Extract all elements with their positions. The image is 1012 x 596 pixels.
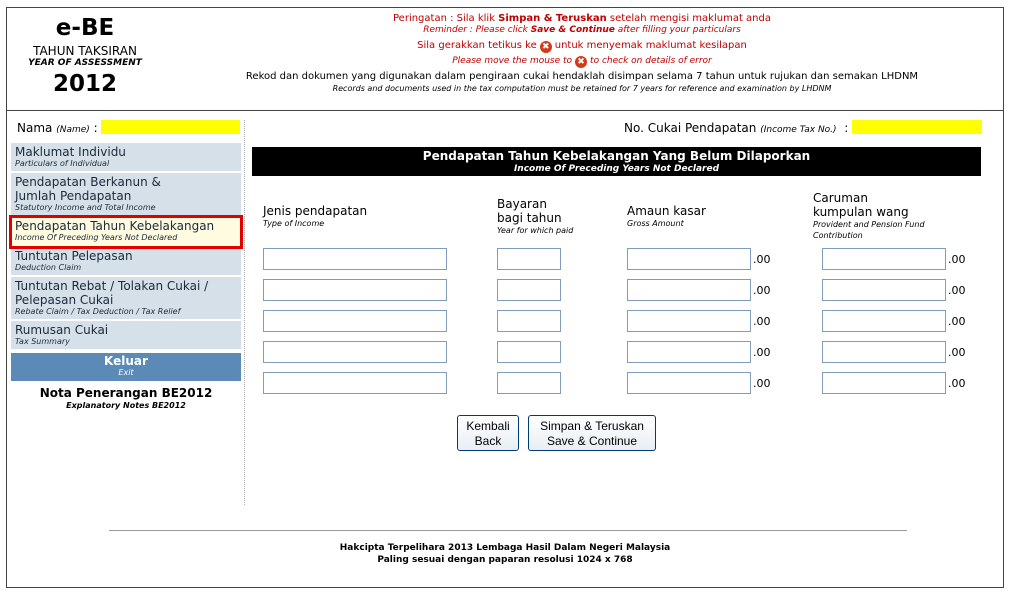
contribution-input[interactable]: [822, 372, 946, 394]
decimal-suffix: .00: [948, 377, 966, 390]
assessment-label-en: YEAR OF ASSESSMENT: [28, 58, 142, 68]
sidebar-item-rebate-claim[interactable]: Tuntutan Rebat / Tolakan Cukai / Pelepasan Cukai Rebate Claim / Tax Deduction / Tax Relief: [11, 277, 241, 321]
income-type-input[interactable]: [263, 310, 447, 332]
section-title-en: Income Of Preceding Years Not Declared: [513, 164, 720, 174]
tax-number-value: [852, 120, 982, 134]
name-row: Nama (Name) :: [17, 120, 240, 135]
decimal-suffix: .00: [948, 315, 966, 328]
error-hint-en: Please move the mouse to ✖ to check on details of error: [452, 56, 712, 67]
decimal-suffix: .00: [753, 377, 771, 390]
year-paid-input[interactable]: [497, 248, 561, 270]
header-divider: [7, 110, 1003, 111]
decimal-suffix: .00: [948, 284, 966, 297]
tax-number-row: No. Cukai Pendapatan (Income Tax No.) :: [624, 120, 982, 135]
sidebar-item-statutory-income[interactable]: Pendapatan Berkanun & Jumlah Pendapatan Statutory Income and Total Income: [11, 173, 241, 217]
brand-block: [15, 16, 155, 97]
sidebar-item-tax-summary[interactable]: Rumusan Cukai Tax Summary: [11, 321, 241, 351]
back-button[interactable]: Kembali Back: [457, 415, 519, 451]
income-type-input[interactable]: [263, 372, 447, 394]
tax-number-label-en: (Income Tax No.): [760, 125, 837, 135]
gross-amount-input[interactable]: [627, 279, 751, 301]
records-notice: Rekod dan dokumen yang digunakan dalam pengiraan cukai hendaklah disimpan selama 7 tahun untuk rujukan dan semakan LHDNM: [245, 71, 919, 82]
income-type-input[interactable]: [263, 341, 447, 363]
notice-block: [167, 12, 997, 94]
contribution-input[interactable]: [822, 279, 946, 301]
error-hint: Sila gerakkan tetikus ke ✖ untuk menyemak maklumat kesilapan: [417, 40, 747, 52]
explanatory-notes-link[interactable]: Nota Penerangan BE2012 Explanatory Notes BE2012: [39, 386, 213, 410]
column-header-type: Jenis pendapatan Type of Income: [263, 204, 368, 228]
copyright-text: Hakcipta Terpelihara 2013 Lembaga Hasil Dalam Negeri Malaysia: [339, 543, 671, 553]
column-header-contribution: Caruman kumpulan wang Provident and Pension Fund Contribution: [813, 191, 925, 240]
reminder-line-en: Reminder : Please click Save & Continue after filling your particulars: [423, 25, 741, 35]
gross-amount-input[interactable]: [627, 248, 751, 270]
year-paid-input[interactable]: [497, 341, 561, 363]
sidebar-divider: [244, 120, 245, 505]
income-type-input[interactable]: [263, 248, 447, 270]
error-icon[interactable]: ✖: [540, 41, 552, 53]
year-paid-input[interactable]: [497, 372, 561, 394]
contribution-input[interactable]: [822, 310, 946, 332]
footer-divider: [109, 530, 907, 531]
decimal-suffix: .00: [753, 315, 771, 328]
section-title: Pendapatan Tahun Kebelakangan Yang Belum Dilaporkan: [422, 149, 811, 163]
year-paid-input[interactable]: [497, 310, 561, 332]
decimal-suffix: .00: [753, 284, 771, 297]
page-frame: [6, 7, 1004, 588]
decimal-suffix: .00: [948, 346, 966, 359]
exit-button[interactable]: Keluar Exit: [11, 353, 241, 381]
records-notice-en: Records and documents used in the tax computation must be retained for 7 years for reference and examination by LHDNM: [332, 84, 832, 93]
app-logo: e-BE: [55, 15, 115, 41]
name-value: [101, 120, 240, 134]
tax-number-label: No. Cukai Pendapatan: [624, 121, 757, 135]
decimal-suffix: .00: [753, 346, 771, 359]
reminder-line: Peringatan : Sila klik Simpan & Teruskan setelah mengisi maklumat anda: [393, 13, 771, 24]
contribution-input[interactable]: [822, 248, 946, 270]
decimal-suffix: .00: [753, 253, 771, 266]
gross-amount-input[interactable]: [627, 372, 751, 394]
income-type-input[interactable]: [263, 279, 447, 301]
contribution-input[interactable]: [822, 341, 946, 363]
column-header-gross-amount: Amaun kasar Gross Amount: [627, 204, 706, 228]
section-title-bar: [252, 147, 981, 176]
error-icon[interactable]: ✖: [575, 56, 587, 68]
name-label-en: (Name): [56, 125, 90, 135]
column-header-year: Bayaran bagi tahun Year for which paid: [497, 197, 574, 235]
gross-amount-input[interactable]: [627, 310, 751, 332]
resolution-text: Paling sesuai dengan paparan resolusi 1024 x 768: [377, 555, 633, 565]
gross-amount-input[interactable]: [627, 341, 751, 363]
footer: [7, 542, 1003, 566]
sidebar-item-preceding-years[interactable]: Pendapatan Tahun Kebelakangan Income Of Preceding Years Not Declared: [11, 217, 241, 247]
assessment-label: TAHUN TAKSIRAN: [33, 44, 137, 58]
sidebar: [11, 143, 241, 411]
name-label: Nama: [17, 121, 53, 135]
sidebar-item-deduction-claim[interactable]: Tuntutan Pelepasan Deduction Claim: [11, 247, 241, 277]
sidebar-item-particulars[interactable]: Maklumat Individu Particulars of Individual: [11, 143, 241, 173]
save-continue-button[interactable]: Simpan & Teruskan Save & Continue: [528, 415, 656, 451]
assessment-year: 2012: [52, 71, 117, 97]
decimal-suffix: .00: [948, 253, 966, 266]
year-paid-input[interactable]: [497, 279, 561, 301]
